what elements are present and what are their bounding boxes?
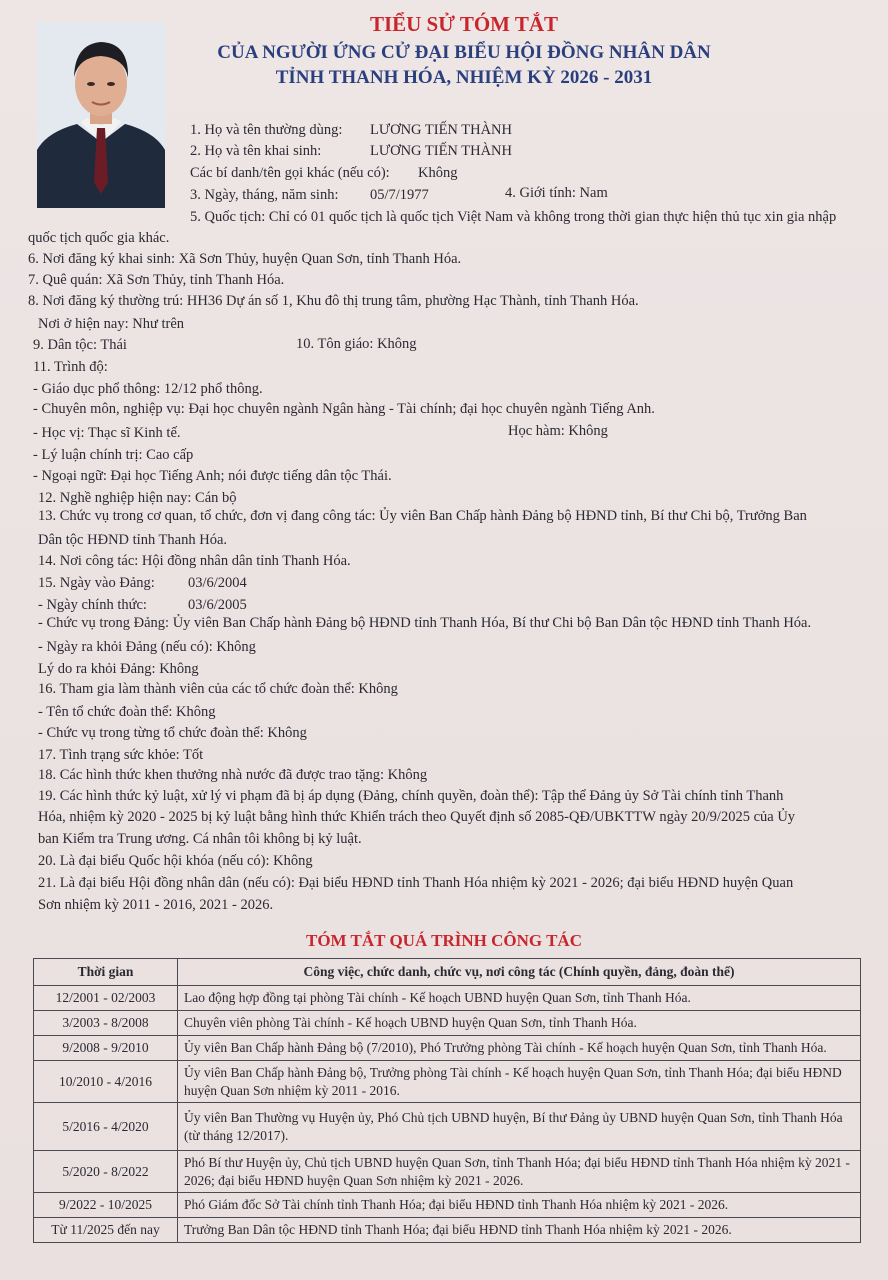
document-subtitle-term: TỈNH THANH HÓA, NHIỆM KỲ 2026 - 2031 xyxy=(275,67,653,88)
bio-birth-name-value: LƯƠNG TIẾN THÀNH xyxy=(370,143,513,159)
candidate-portrait xyxy=(37,22,165,208)
bio-permanent-residence: 8. Nơi đăng ký thường trú: HH36 Dự án số 1, Khu đô thị trung tâm, phường Hạc Thành, tỉnh Thanh Hóa. xyxy=(28,293,639,309)
row-time: 3/2003 - 8/2008 xyxy=(34,1011,178,1036)
bio-academic-title: Học hàm: Không xyxy=(508,423,608,439)
table-row xyxy=(34,1036,861,1061)
bio-birth-name-label: 2. Họ và tên khai sinh: xyxy=(190,143,322,159)
bio-nationality: 5. Quốc tịch: Chỉ có 01 quốc tịch là quốc tịch Việt Nam và không trong thời gian thực hiện thủ tục xin gia nhập xyxy=(190,209,837,225)
bio-organization-name: - Tên tổ chức đoàn thể: Không xyxy=(38,704,216,720)
bio-degree: - Học vị: Thạc sĩ Kinh tế. xyxy=(33,425,181,441)
work-history-title: TÓM TẮT QUÁ TRÌNH CÔNG TÁC xyxy=(306,931,582,950)
portrait-image xyxy=(37,22,165,208)
column-header-time: Thời gian xyxy=(34,959,178,986)
bio-current-residence: Nơi ở hiện nay: Như trên xyxy=(38,316,185,332)
row-time: Từ 11/2025 đến nay xyxy=(34,1218,178,1243)
bio-education-heading: 11. Trình độ: xyxy=(33,359,108,375)
table-row xyxy=(34,986,861,1011)
bio-party-official-label: - Ngày chính thức: xyxy=(38,597,147,613)
row-description: Phó Giám đốc Sở Tài chính tỉnh Thanh Hóa; đại biểu HĐND tỉnh Thanh Hóa nhiệm kỳ 2021 - 2026. xyxy=(178,1193,861,1218)
bio-mass-organizations: 16. Tham gia làm thành viên của các tổ chức đoàn thể: Không xyxy=(38,681,398,697)
bio-discipline-cont1: Hóa, nhiệm kỳ 2020 - 2025 bị kỷ luật bằng hình thức Khiển trách theo Quyết định số 2085-QĐ/UBKTTW ngày 20/9/2025 của Ủy xyxy=(38,809,796,825)
bio-party-join-label: 15. Ngày vào Đảng: xyxy=(38,575,155,591)
bio-gender: 4. Giới tính: Nam xyxy=(505,185,608,201)
row-description: Ủy viên Ban Thường vụ Huyện ủy, Phó Chủ tịch UBND huyện, Bí thư Đảng ủy UBND huyện Quan Sơn, tỉnh Thanh Hóa (từ tháng 12/2017). xyxy=(178,1103,861,1151)
document-title: TIỂU SỬ TÓM TẮT xyxy=(369,12,559,36)
row-description: Chuyên viên phòng Tài chính - Kế hoạch UBND huyện Quan Sơn, tỉnh Thanh Hóa. xyxy=(178,1011,861,1036)
bio-dob-value: 05/7/1977 xyxy=(370,187,429,203)
bio-organization-position: - Chức vụ trong từng tổ chức đoàn thể: Không xyxy=(38,725,307,741)
bio-health: 17. Tình trạng sức khỏe: Tốt xyxy=(38,747,204,763)
table-row xyxy=(34,1218,861,1243)
document-subtitle: CỦA NGƯỜI ỨNG CỬ ĐẠI BIỂU HỘI ĐỒNG NHÂN DÂN xyxy=(217,42,711,63)
bio-specialization: - Chuyên môn, nghiệp vụ: Đại học chuyên ngành Ngân hàng - Tài chính; đại học chuyên ngành Tiếng Anh. xyxy=(33,401,655,417)
bio-party-join-date: 03/6/2004 xyxy=(188,575,247,591)
row-description: Ủy viên Ban Chấp hành Đảng bộ (7/2010), Phó Trưởng phòng Tài chính - Kế hoạch huyện Quan Sơn, tỉnh Thanh Hóa. xyxy=(178,1036,861,1061)
row-time: 5/2016 - 4/2020 xyxy=(34,1103,178,1151)
bio-workplace: 14. Nơi công tác: Hội đồng nhân dân tỉnh Thanh Hóa. xyxy=(38,553,351,569)
bio-position: 13. Chức vụ trong cơ quan, tổ chức, đơn vị đang công tác: Ủy viên Ban Chấp hành Đảng bộ HĐND tỉnh, Bí thư Chi bộ, Trưởng Ban xyxy=(38,508,807,524)
bio-peoples-council-cont: Sơn nhiệm kỳ 2011 - 2016, 2021 - 2026. xyxy=(38,897,274,913)
bio-common-name-value: LƯƠNG TIẾN THÀNH xyxy=(370,122,513,138)
bio-political-theory: - Lý luận chính trị: Cao cấp xyxy=(33,447,194,463)
row-description: Lao động hợp đồng tại phòng Tài chính - Kế hoạch UBND huyện Quan Sơn, tỉnh Thanh Hóa. xyxy=(178,986,861,1011)
bio-discipline-cont2: ban Kiểm tra Trung ương. Cá nhân tôi không bị kỷ luật. xyxy=(38,831,362,847)
bio-common-name-label: 1. Họ và tên thường dùng: xyxy=(190,122,343,138)
table-row xyxy=(34,1193,861,1218)
row-time: 9/2008 - 9/2010 xyxy=(34,1036,178,1061)
bio-awards: 18. Các hình thức khen thưởng nhà nước đã được trao tặng: Không xyxy=(38,767,428,783)
work-history-table xyxy=(33,958,861,1243)
bio-alias-label: Các bí danh/tên gọi khác (nếu có): xyxy=(190,165,390,181)
row-time: 12/2001 - 02/2003 xyxy=(34,986,178,1011)
table-header-row xyxy=(34,959,861,986)
row-description: Trưởng Ban Dân tộc HĐND tỉnh Thanh Hóa; đại biểu HĐND tỉnh Thanh Hóa nhiệm kỳ 2021 - 2026. xyxy=(178,1218,861,1243)
bio-national-assembly: 20. Là đại biểu Quốc hội khóa (nếu có): Không xyxy=(38,853,313,869)
row-description: Ủy viên Ban Chấp hành Đảng bộ, Trưởng phòng Tài chính - Kế hoạch huyện Quan Sơn, tỉnh Thanh Hóa; đại biểu HĐND huyện Quan Sơn nhiệm kỳ 2011 - 2016. xyxy=(178,1061,861,1103)
table-row xyxy=(34,1103,861,1151)
bio-birth-registration: 6. Nơi đăng ký khai sinh: Xã Sơn Thủy, huyện Quan Sơn, tỉnh Thanh Hóa. xyxy=(28,251,462,267)
bio-nationality-cont: quốc tịch quốc gia khác. xyxy=(28,230,170,246)
bio-foreign-language: - Ngoại ngữ: Đại học Tiếng Anh; nói được tiếng dân tộc Thái. xyxy=(33,468,392,484)
row-description: Phó Bí thư Huyện ủy, Chủ tịch UBND huyện Quan Sơn, tỉnh Thanh Hóa; đại biểu HĐND tỉnh Thanh Hóa nhiệm kỳ 2021 - 2026; đại biểu HĐND huyện Quan Sơn nhiệm kỳ 2021 - 2026. xyxy=(178,1151,861,1193)
bio-party-official-date: 03/6/2005 xyxy=(188,597,247,613)
bio-party-position: - Chức vụ trong Đảng: Ủy viên Ban Chấp hành Đảng bộ HĐND tỉnh Thanh Hóa, Bí thư Chi bộ Ban Dân tộc HĐND tỉnh Thanh Hóa. xyxy=(38,615,812,631)
bio-occupation: 12. Nghề nghiệp hiện nay: Cán bộ xyxy=(38,490,237,506)
row-time: 10/2010 - 4/2016 xyxy=(34,1061,178,1103)
row-time: 9/2022 - 10/2025 xyxy=(34,1193,178,1218)
column-header-description: Công việc, chức danh, chức vụ, nơi công tác (Chính quyền, đảng, đoàn thể) xyxy=(178,959,861,986)
bio-general-education: - Giáo dục phổ thông: 12/12 phổ thông. xyxy=(33,381,263,397)
bio-party-leave-date: - Ngày ra khỏi Đảng (nếu có): Không xyxy=(38,639,256,655)
table-row xyxy=(34,1011,861,1036)
bio-discipline: 19. Các hình thức kỷ luật, xử lý vi phạm đã bị áp dụng (Đảng, chính quyền, đoàn thể): Tập thể Đảng ủy Sở Tài chính tỉnh Thanh xyxy=(38,788,784,804)
bio-alias-value: Không xyxy=(418,165,458,181)
row-time: 5/2020 - 8/2022 xyxy=(34,1151,178,1193)
bio-peoples-council: 21. Là đại biểu Hội đồng nhân dân (nếu có): Đại biểu HĐND tỉnh Thanh Hóa nhiệm kỳ 2021 - 2026; đại biểu HĐND huyện Quan xyxy=(38,875,794,891)
bio-hometown: 7. Quê quán: Xã Sơn Thủy, tỉnh Thanh Hóa. xyxy=(28,272,285,288)
bio-ethnicity: 9. Dân tộc: Thái xyxy=(33,337,127,353)
table-row xyxy=(34,1061,861,1103)
bio-religion: 10. Tôn giáo: Không xyxy=(296,336,417,352)
bio-dob-label: 3. Ngày, tháng, năm sinh: xyxy=(190,187,339,203)
bio-party-leave-reason: Lý do ra khỏi Đảng: Không xyxy=(38,661,199,677)
bio-position-cont: Dân tộc HĐND tỉnh Thanh Hóa. xyxy=(38,532,228,548)
table-row xyxy=(34,1151,861,1193)
